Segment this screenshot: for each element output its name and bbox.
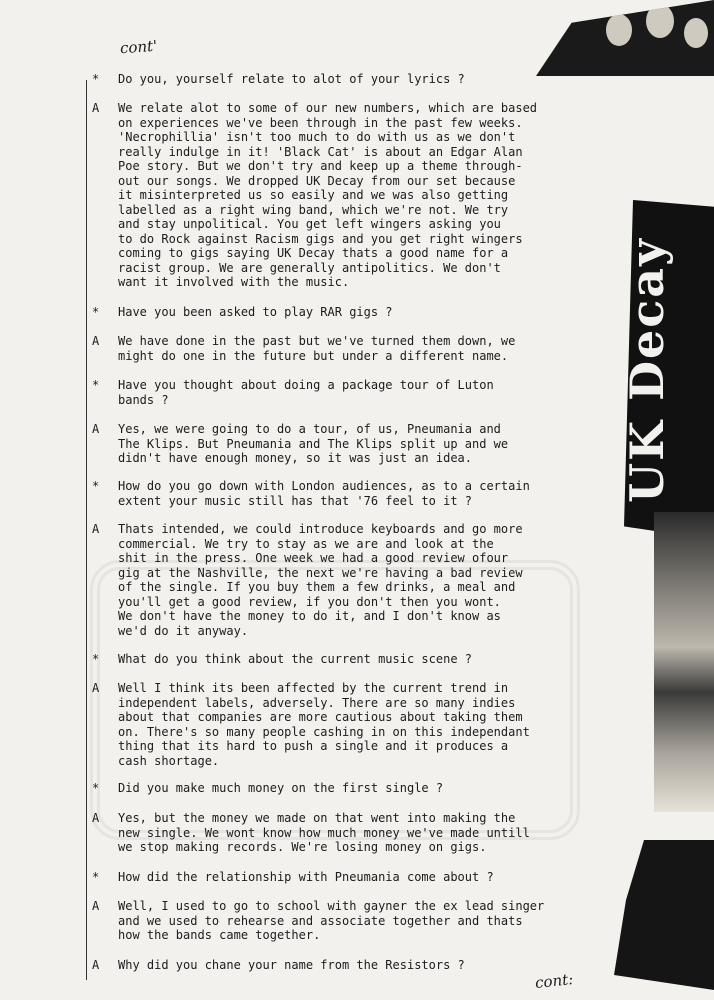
qa-marker: * [92, 72, 100, 86]
answer-text: Well I think its been affected by the current trend in independent labels, adversely. There are so many indies about that companies are more cautious about taking them on. There's so many people cashing in on this independant thing that its hard to push a single and it produces a cash shortage. [118, 681, 530, 768]
qa-marker: A [92, 422, 100, 436]
qa-marker: * [92, 378, 100, 392]
qa-marker: A [92, 811, 100, 825]
answer-text: Yes, we were going to do a tour, of us, Pneumania and The Klips. But Pneumania and The Klips split up and we didn't have enough money, so it was just an idea. [118, 422, 509, 465]
answer-text: Well, I used to go to school with gayner the ex lead singer and we used to rehearse and associate together and thats how the bands came together. [118, 899, 545, 942]
qa-marker: A [92, 334, 100, 348]
qa-marker: * [92, 870, 100, 884]
qa-marker: A [92, 899, 100, 913]
margin-rule [86, 80, 88, 980]
cont-note-bottom: cont: [534, 970, 575, 992]
qa-marker: * [92, 781, 100, 795]
band-photo-middle [654, 512, 714, 812]
question-text: Have you been asked to play RAR gigs ? [118, 305, 393, 319]
qa-marker: * [92, 652, 100, 666]
answer-text: Thats intended, we could introduce keyboards and go more commercial. We try to stay as we are and look at the shit in the press. One week we had a good review ofour gig at the Nashville, the next we're having a bad review of the single. If you buy them a few drinks, a meal and you'll get a good review, if you don't then you wont. We don't have the money to do it, and I don't know as we'd do it anyway. [118, 522, 523, 638]
question-text: Why did you chane your name from the Resistors ? [118, 958, 465, 972]
qa-marker: * [92, 305, 100, 319]
qa-marker: A [92, 522, 100, 536]
answer-text: Yes, but the money we made on that went into making the new single. We wont know how much money we've made untill we stop making records. We're losing money on gigs. [118, 811, 530, 854]
question-text: Did you make much money on the first single ? [118, 781, 444, 795]
qa-marker: A [92, 958, 100, 972]
question-text: How did the relationship with Pneumania come about ? [118, 870, 494, 884]
cont-note-top: cont' [119, 36, 158, 58]
question-text: Have you thought about doing a package tour of Luton bands ? [118, 378, 494, 407]
question-text: How do you go down with London audiences, as to a certain extent your music still has that '76 feel to it ? [118, 479, 530, 508]
answer-text: We have done in the past but we've turned them down, we might do one in the future but under a different name. [118, 334, 516, 363]
qa-marker: A [92, 101, 100, 115]
question-text: Do you, yourself relate to alot of your lyrics ? [118, 72, 465, 86]
band-logo: UK Decay [620, 237, 674, 503]
band-photo-top [536, 0, 714, 76]
qa-marker: A [92, 681, 100, 695]
question-text: What do you think about the current music scene ? [118, 652, 473, 666]
qa-marker: * [92, 479, 100, 493]
answer-text: We relate alot to some of our new numbers, which are based on experiences we've been through in the past few weeks. 'Necrophillia' isn't too much to do with us as we don't really indulge in it! 'Black Cat' is about an Edgar Alan Poe story. But we don't try and keep up a theme through- out our songs. We dropped UK Decay from our set because it misinterpreted us so easily and we was also getting labelled as a right wing band, which we're not. We try and stay unpolitical. You get left wingers asking you to do Rock against Racism gigs and you get right wingers coming to gigs saying UK Decay thats a good name for a racist group. We are generally antipolitics. We don't want it involved with the music. [118, 101, 538, 289]
